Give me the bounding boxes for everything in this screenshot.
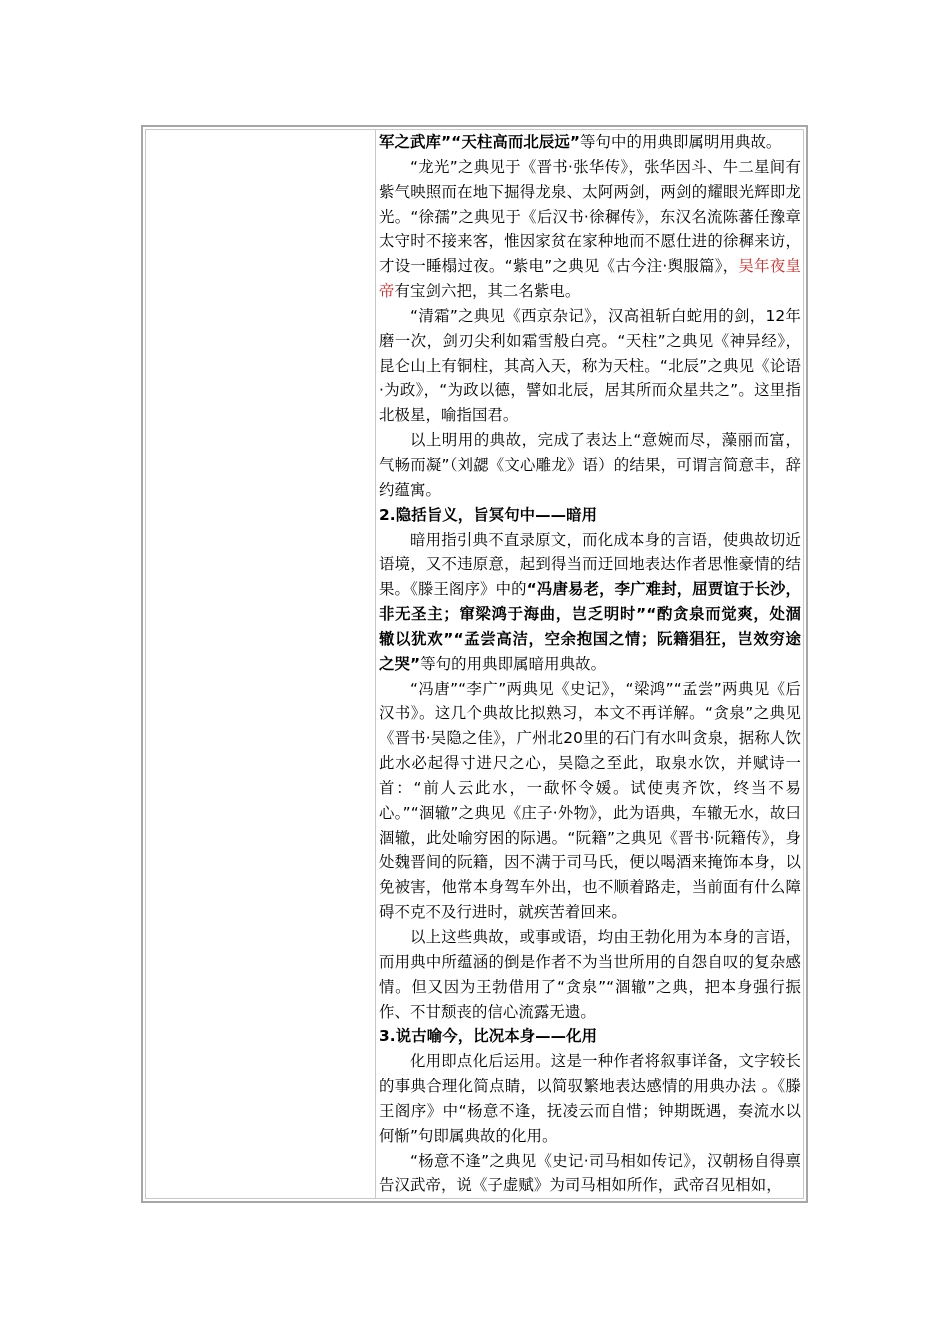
- paragraph: [379, 503, 801, 528]
- text-run: 有宝剑六把，其二名紫电。: [394, 282, 581, 301]
- text-run: “杨意不逢”之典见《史记·司马相如传记》，汉朝杨自得禀告汉武帝，说《子虚赋》为司马相如所作，武帝召见相如，: [379, 1151, 801, 1195]
- text-run: “龙光”之典见于《晋书·张华传》，张华因斗、牛二星间有紫气映照而在地下掘得龙泉、太阿两剑，两剑的耀眼光辉即龙光。“徐孺”之典见于《后汉书·徐穉传》，东汉名流陈蕃任豫章太守时不接来客，惟因家贫在家种地而不愿仕进的徐穉来访，才设一睡榻过夜。“紫电”之典见《古今注·舆服篇》，: [379, 157, 801, 276]
- text-run: 等句中的用典即属明用典故。: [580, 133, 782, 151]
- bold-text: 3.说古喻今，比况本身——化用: [379, 1027, 598, 1046]
- text-run: “清霜”之典见《西京杂记》，汉高祖斩白蛇用的剑，12年磨一次，剑刃尖利如霜雪般白亮。“天柱”之典见《神异经》，昆仑山上有铜柱，其高入天，称为天柱。“北辰”之典见《论语·为政》，“为政以德，譬如北辰，居其所而众星共之”。这里指北极星，喻指国君。: [379, 306, 801, 425]
- document-table: [141, 125, 808, 1203]
- paragraph: [379, 1149, 801, 1199]
- text-run: 化用即点化后运用。这是一种作者将叙事详备，文字较长的事典合理化简点睛，以简驭繁地表达感情的用典办法 。《滕王阁序》中“杨意不逢，抚凌云而自惜；钟期既遇，奏流水以何惭”句即属典故的化用。: [379, 1052, 801, 1145]
- paragraph: [379, 1049, 801, 1148]
- table-right-cell: [376, 130, 803, 1198]
- paragraph: [379, 1024, 801, 1049]
- highlighted-text: 吴年夜皇帝: [379, 257, 802, 301]
- text-run: 以上明用的典故，完成了表达上“意婉而尽，藻丽而富，气畅而凝”（刘勰《文心雕龙》语）的结果，可谓言简意丰，辞约蕴寓。: [379, 431, 801, 499]
- bold-text: 军之武库”“天柱高而北辰远”: [379, 133, 581, 151]
- bold-text: 2.隐括旨义，旨冥句中——暗用: [379, 505, 598, 524]
- table-inner-border: [145, 129, 804, 1199]
- paragraph: [379, 528, 801, 677]
- text-run: 暗用指引典不直录原文，而化成本身的言语，使典故切近语境，又不违原意，起到得当而迂回地表达作者思惟豪情的结果。《滕王阁序》中的: [379, 530, 801, 599]
- text-run: 等句的用典即属暗用典故。: [420, 654, 607, 673]
- paragraph: [379, 925, 801, 1024]
- paragraph: [379, 130, 801, 155]
- paragraph: [379, 677, 801, 925]
- paragraph: [379, 155, 801, 304]
- paragraph: [379, 304, 801, 428]
- table-left-cell: [146, 130, 376, 1198]
- bold-text: “冯唐易老，李广难封，屈贾谊于长沙，非无圣主；窜梁鸿于海曲，岂乏明时”“酌贪泉而觉爽，处涸辙以犹欢”“孟尝高洁，空余抱国之情；阮籍猖狂，岂效穷途之哭”: [379, 580, 801, 673]
- paragraph: [379, 428, 801, 503]
- text-run: “冯唐”“李广”两典见《史记》，“梁鸿”“孟尝”两典见《后汉书》。这几个典故比拟熟习，本文不再详解。“贪泉”之典见《晋书·吴隐之佳》，广州北20里的石门有水叫贪泉，据称人饮此水必起得寸进尺之心，吴隐之至此，取泉水饮，并赋诗一首：“前人云此水，一歃怀令媛。试使夷齐饮，终当不易心。”“涸辙”之典见《庄子·外物》，此为语典，车辙无水，故曰涸辙，此处喻穷困的际遇。“阮籍”之典见《晋书·阮籍传》，身处魏晋间的阮籍，因不满于司马氏，便以喝酒来掩饰本身，以免被害，他常本身驾车外出，也不顺着路走，当前面有什么障碍不克不及行进时，就疾苦着回来。: [379, 679, 801, 922]
- text-run: 以上这些典故，或事或语，均由王勃化用为本身的言语，而用典中所蕴涵的倒是作者不为当世所用的自怨自叹的复杂感情。但又因为王勃借用了“贪泉”“涸辙”之典，把本身强行振作、不甘颓丧的信心流露无遗。: [379, 928, 801, 1021]
